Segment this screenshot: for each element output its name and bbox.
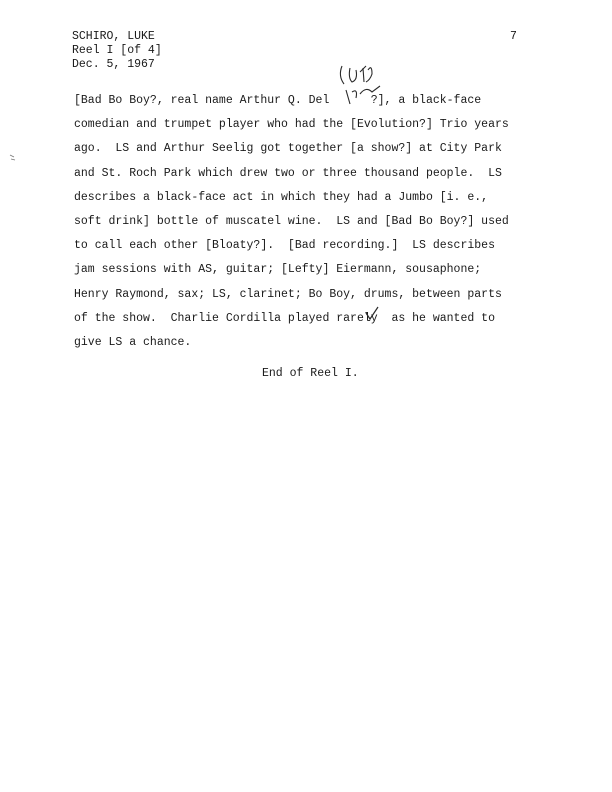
body-line: comedian and trumpet player who had the [Evolution?] Trio years xyxy=(74,118,509,132)
page-number: 7 xyxy=(510,30,517,43)
transcript-body xyxy=(74,89,544,355)
body-line: Henry Raymond, sax; LS, clarinet; Bo Boy, drums, between parts xyxy=(74,287,502,301)
interview-date: Dec. 5, 1967 xyxy=(72,58,155,71)
body-line: to call each other [Bloaty?]. [Bad recording.] LS describes xyxy=(74,239,495,253)
interviewee-name: SCHIRO, LUKE xyxy=(72,30,155,43)
header-block xyxy=(72,30,162,72)
margin-mark xyxy=(8,152,18,162)
body-line: give LS a chance. xyxy=(74,335,192,349)
body-line: jam sessions with AS, guitar; [Lefty] Eiermann, sousaphone; xyxy=(74,263,482,277)
end-of-reel-note: End of Reel I. xyxy=(262,367,359,380)
body-line: ago. LS and Arthur Seelig got together [a show?] at City Park xyxy=(74,142,502,156)
body-line: and St. Roch Park which drew two or three thousand people. LS xyxy=(74,166,502,180)
body-line: describes a black-face act in which they had a Jumbo [i. e., xyxy=(74,190,489,204)
reel-label: Reel I [of 4] xyxy=(72,44,162,57)
body-line: of the show. Charlie Cordilla played rarely as he wanted to xyxy=(74,311,495,325)
body-line: soft drink] bottle of muscatel wine. LS and [Bad Bo Boy?] used xyxy=(74,214,509,228)
handwritten-annotation xyxy=(336,62,386,108)
body-line: [Bad Bo Boy?, real name Arthur Q. Del ?], a black-face xyxy=(74,94,482,107)
check-mark-icon xyxy=(364,305,380,321)
